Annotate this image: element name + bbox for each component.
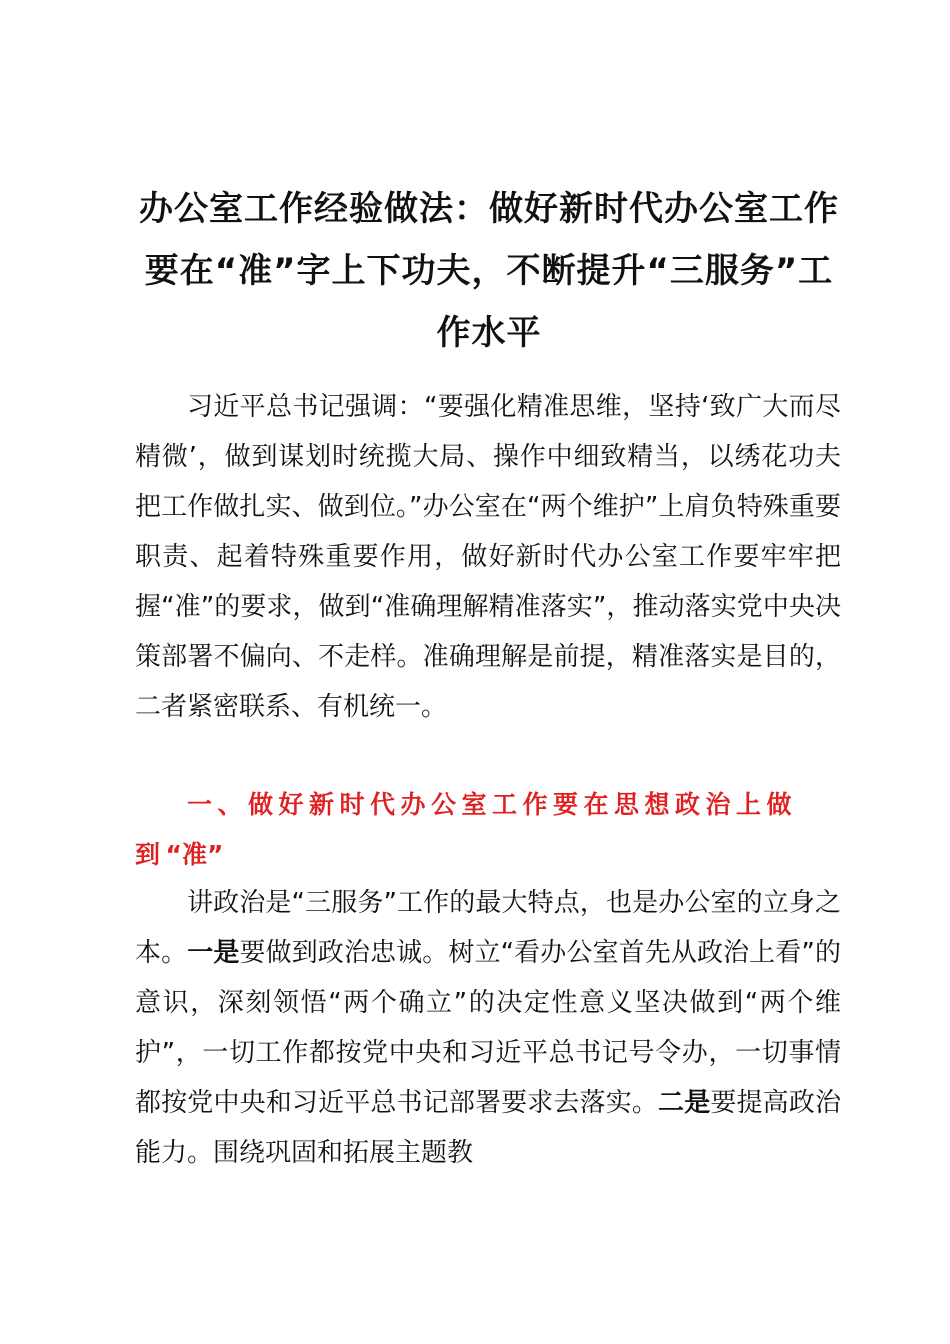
- section-1-paragraph: [135, 878, 841, 1178]
- section-1-heading-tail: “准”: [165, 840, 224, 869]
- point-1-label: 一是: [187, 938, 240, 968]
- section-1-paragraph-intro: 讲政治是“三服务”工作的最大特点，也是办公室的立身之本。: [135, 888, 841, 968]
- intro-paragraph: 习近平总书记强调：“要强化精准思维，坚持‘致广大而尽精微’，做到谋划时统揽大局、操作中细致精当，以绣花功夫把工作做扎实、做到位。”办公室在“两个维护”上肩负特殊重要职责、起着特殊重要作用，做好新时代办公室工作要牢牢把握“准”的要求，做到“准确理解精准落实”，推动落实党中央决策部署不偏向、不走样。准确理解是前提，精准落实是目的，二者紧密联系、有机统一。: [135, 392, 841, 722]
- point-1-text: 要做到政治忠诚。树立“看办公室首先从政治上看”的意识，深刻领悟“两个确立”的决定性意义坚决做到“两个维护”，一切工作都按党中央和习近平总书记号令办，一切事情都按党中央和习近平总书记部署要求去落实。: [135, 938, 841, 1118]
- section-1-heading: [135, 780, 835, 880]
- point-2-text: 要提高政治能力。围绕巩固和拓展主题教: [135, 1088, 841, 1168]
- document-title: 办公室工作经验做法：做好新时代办公室工作要在“准”字上下功夫，不断提升“三服务”工作水平: [139, 189, 839, 353]
- point-2-label: 二是: [658, 1088, 711, 1118]
- section-1-heading-main: 一、做好新时代办公室工作要在思想政治上做到: [135, 790, 798, 869]
